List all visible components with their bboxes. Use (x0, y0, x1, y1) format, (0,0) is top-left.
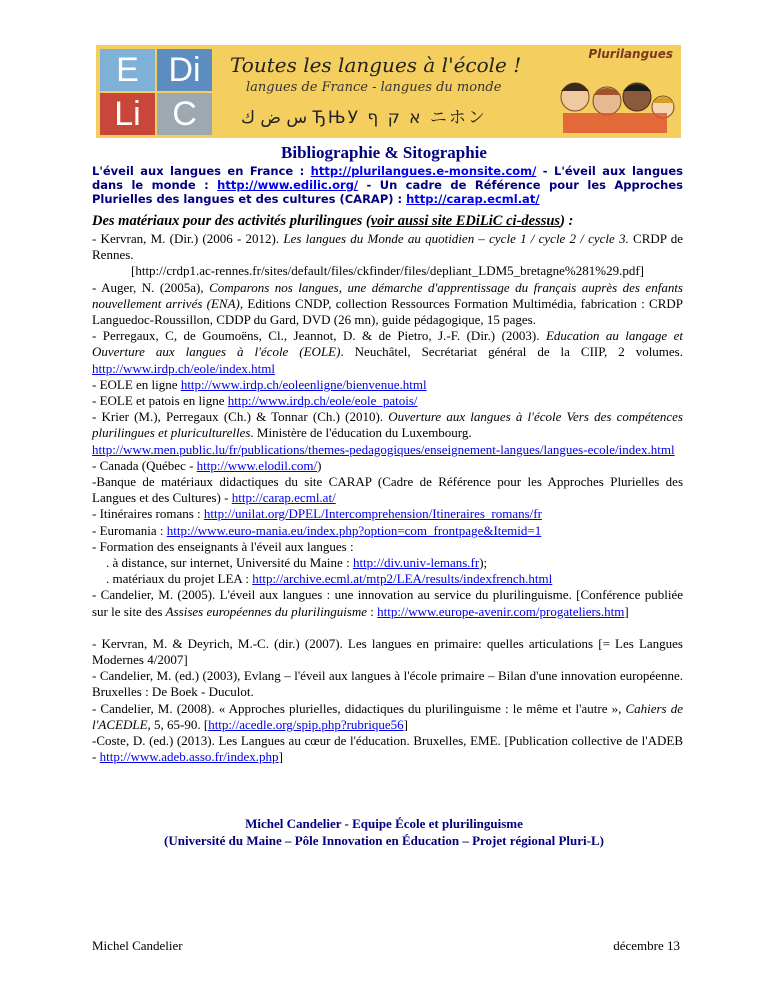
list-item (92, 377, 683, 393)
list-item (92, 393, 683, 409)
children-illustration-icon (555, 67, 675, 133)
item-text: CRDP de Rennes. (92, 231, 684, 263)
banner-subtitle: langues de France - langues du monde (246, 80, 502, 95)
carap-link[interactable]: http://carap.ecml.at/ (406, 192, 540, 206)
item-text: - Candelier, M. (2008). « Approches plurielles, didactiques du plurilinguisme : le même et l'autre », (92, 700, 626, 716)
list-item (92, 280, 683, 329)
item-text: . Neuchâtel, Secrétariat général de la CIIP, 2 volumes. (340, 344, 683, 360)
section-heading (92, 213, 573, 230)
banner-badge: Plurilangues (588, 47, 673, 61)
item-text: ); (479, 555, 488, 571)
item-link[interactable]: http://www.elodil.com/ (196, 457, 318, 473)
list-item (92, 409, 683, 458)
item-link[interactable]: http://www.irdp.ch/eole/index.html (92, 360, 275, 376)
item-text: ] (278, 749, 283, 765)
item-link[interactable]: [http://crdp1.ac-rennes.fr/sites/default/files/ckfinder/files/depliant_LDM5_bretagne%281%29.pdf] (131, 263, 644, 279)
intro-text: - L'éveil aux langues dans le monde : (92, 164, 684, 192)
spacer (92, 620, 683, 636)
item-text: . Ministère de l'éducation du Luxembourg. (250, 425, 472, 441)
page-title: Bibliographie & Sitographie (281, 143, 487, 162)
footer-author: Michel Candelier (92, 938, 183, 953)
list-item: - Candelier, M. (ed.) (2003), Evlang – l'éveil aux langues à l'école primaire – Bilan d'une innovation européenne. Bruxelles : De Boek - Duculot. (92, 668, 683, 700)
list-item (92, 571, 683, 587)
logo-cell: E (100, 49, 155, 91)
item-italic: Les langues du Monde au quotidien – cycle 1 / cycle 2 / cycle 3. (283, 231, 629, 246)
item-text: . à distance, sur internet, Université du Maine : (106, 555, 353, 571)
banner-title: Toutes les langues à l'école ! (230, 53, 522, 77)
list-item (92, 587, 683, 619)
list-item: - Kervran, M. & Deyrich, M.-C. (dir.) (2007). Les langues en primaire: quelles articulations [= Les Langues Modernes 4/2007] (92, 635, 683, 668)
list-item (92, 733, 683, 765)
item-link[interactable]: http://www.irdp.ch/eole/eole_patois/ (227, 393, 418, 409)
intro-paragraph (92, 164, 683, 206)
header-banner (96, 45, 681, 138)
item-text: ] (624, 603, 629, 619)
item-text: - Perregaux, C, de Goumoëns, Cl., Jeannot, D. & de Pietro, J.-F. (Dir.) (2003). (92, 328, 546, 344)
item-text: - Euromania : (92, 522, 167, 538)
item-italic: Ouverture aux langues à l'école Vers des compétences plurilingues et pluriculturelles (92, 409, 683, 441)
logo-cell: Di (157, 49, 212, 91)
footer-date: décembre 13 (613, 938, 680, 953)
item-link[interactable]: http://div.univ-lemans.fr (352, 555, 480, 571)
bibliography-list (92, 231, 683, 766)
item-link[interactable]: http://unilat.org/DPEL/Intercomprehension/Itineraires_romans/fr (203, 506, 542, 522)
item-text: - Formation des enseignants à l'éveil aux langues : (92, 538, 354, 554)
plurilangues-link[interactable]: http://plurilangues.e-monsite.com/ (310, 164, 537, 178)
list-item (92, 263, 683, 279)
logo-cell: Li (100, 93, 155, 135)
edilic-logo (96, 45, 214, 138)
item-link[interactable]: http://www.europe-avenir.com/progateliers.htm (377, 603, 625, 619)
intro-text: L'éveil aux langues en France : (92, 164, 311, 178)
list-item (92, 231, 683, 263)
item-text: - EOLE en ligne (92, 376, 181, 392)
item-italic: Education au langage et Ouverture aux langues à l'école (EOLE) (92, 328, 683, 360)
list-item (92, 506, 683, 522)
author-block (0, 815, 768, 849)
list-item (92, 474, 683, 506)
item-text: - Itinéraires romans : (92, 506, 204, 522)
item-link[interactable]: http://acedle.org/spip.php?rubrique56 (208, 716, 404, 732)
item-text: - EOLE et patois en ligne (92, 393, 228, 409)
list-item (92, 458, 683, 474)
item-text: , 5, 65-90. [ (147, 716, 209, 732)
item-text: - Candelier, M. (2005). L'éveil aux langues : une innovation au service du plurilinguisme. [Conférence publiée sur le site des (92, 587, 683, 619)
item-text: - Auger, N. (2005a), (92, 279, 210, 295)
item-text: -Coste, D. (ed.) (2013). Les Langues au cœur de l'éducation. Bruxelles, EME. [Publication collective de l'ADEB - (92, 733, 683, 765)
item-text: , Editions CNDP, collection Ressources Formation Multimédia, fabrication : CRDP Languedoc-Roussillon, CDDP du Gard, DVD (26 mn), guide pédagogique, 15 pages. (92, 295, 684, 328)
item-text: - Krier (M.), Perregaux (Ch.) & Tonnar (Ch.) (2010). (92, 409, 389, 425)
author-affiliation: (Université du Maine – Pôle Innovation en Éducation – Projet régional Pluri-L) (164, 833, 604, 848)
list-item (92, 539, 683, 555)
list-item (92, 523, 683, 539)
item-italic: Comparons nos langues, une démarche d'apprentissage du français auprès des enfants nouvellement arrivés (ENA) (92, 279, 683, 311)
item-italic: Cahiers de l'ACEDLE (92, 700, 683, 732)
logo-cell: C (157, 93, 212, 135)
item-link[interactable]: http://archive.ecml.at/mtp2/LEA/results/indexfrench.html (252, 571, 553, 587)
section-heading-text: Des matériaux pour des activités plurilingues ( (92, 213, 371, 229)
item-link[interactable]: http://www.men.public.lu/fr/publications/themes-pedagogiques/enseignement-langues/langues-ecole/index.html (92, 441, 675, 457)
item-text: . matériaux du projet LEA : (106, 571, 253, 587)
section-heading-text: ) : (560, 213, 574, 229)
list-item (92, 701, 683, 733)
item-text: ] (403, 716, 408, 732)
item-text: - Canada (Québec - (92, 457, 197, 473)
item-text: : (367, 603, 378, 619)
section-heading-underlined: voir aussi site EDiLiC ci-dessus (370, 213, 561, 229)
item-text: ) (317, 457, 322, 473)
list-item (92, 328, 683, 377)
item-text: - Kervran, M. (Dir.) (2006 - 2012). (92, 231, 284, 246)
banner-scripts: س ض ك ЂЊУ א ק ף ニホン (241, 108, 487, 128)
list-item (92, 555, 683, 571)
intro-text: - Un cadre de Référence pour les Approches Plurielles des langues et des cultures (CARAP) : (92, 178, 683, 206)
item-italic: Assises européennes du plurilinguisme (165, 603, 368, 619)
item-link[interactable]: http://www.adeb.asso.fr/index.php (99, 749, 279, 765)
item-link[interactable]: http://www.euro-mania.eu/index.php?option=com_frontpage&Itemid=1 (166, 522, 542, 538)
item-text: -Banque de matériaux didactiques du site CARAP (Cadre de Référence pour les Approches Plurielles des Langues et des Cultures) - (92, 474, 683, 506)
author-line: Michel Candelier - Equipe École et plurilinguisme (245, 816, 523, 831)
item-link[interactable]: http://carap.ecml.at/ (231, 490, 336, 506)
item-link[interactable]: http://www.irdp.ch/eoleenligne/bienvenue.html (180, 376, 427, 392)
edilic-link[interactable]: http://www.edilic.org/ (217, 178, 359, 192)
